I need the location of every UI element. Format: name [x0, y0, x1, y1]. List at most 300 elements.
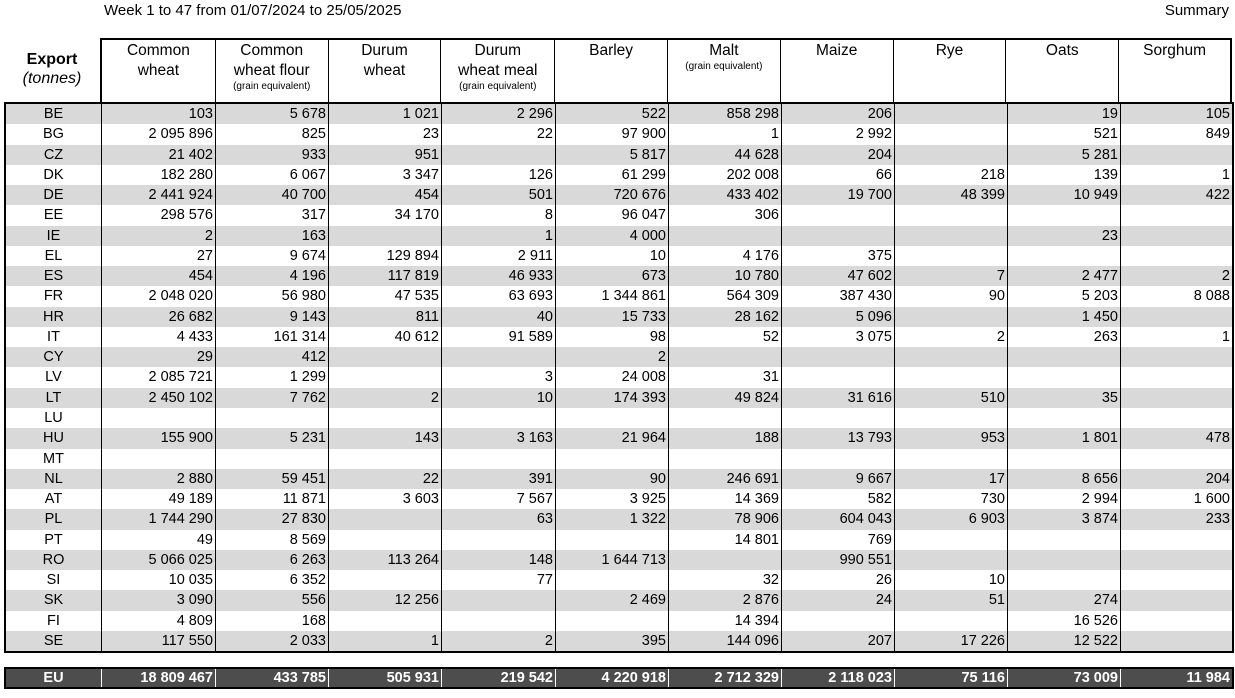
table-row: [6, 266, 1232, 286]
value-cell: [1008, 449, 1121, 469]
value-cell: [1121, 388, 1232, 408]
value-cell: 32: [669, 570, 782, 590]
value-cell: 49 189: [102, 489, 216, 509]
value-cell: 11 871: [216, 489, 329, 509]
value-cell: 412: [216, 347, 329, 367]
table-row: [6, 185, 1232, 205]
value-cell: 2 033: [216, 631, 329, 651]
country-cell: IT: [6, 327, 102, 347]
value-cell: [1121, 449, 1232, 469]
value-cell: 139: [1008, 165, 1121, 185]
column-header-line1: Barley: [589, 42, 634, 59]
value-cell: 274: [1008, 590, 1121, 610]
value-cell: 98: [556, 327, 669, 347]
export-table: [4, 102, 1234, 653]
value-cell: 40 700: [216, 185, 329, 205]
value-cell: 246 691: [669, 469, 782, 489]
value-cell: 105: [1205, 106, 1230, 122]
country-cell: AT: [6, 489, 102, 509]
value-cell: 22: [329, 469, 442, 489]
value-cell: 2: [895, 327, 1008, 347]
value-cell: 582: [782, 489, 895, 509]
value-cell: 48 399: [895, 185, 1008, 205]
value-cell: [895, 145, 1008, 165]
value-cell: 298 576: [102, 205, 216, 225]
value-cell: 113 264: [329, 550, 442, 570]
value-cell: [895, 408, 1008, 428]
country-cell: RO: [6, 550, 102, 570]
value-cell: [895, 347, 1008, 367]
column-header-line2: wheat flour: [233, 62, 310, 79]
table-row: [6, 570, 1232, 590]
value-cell: 673: [556, 266, 669, 286]
column-header: [555, 40, 668, 102]
value-cell: [442, 449, 556, 469]
value-cell: [442, 530, 556, 550]
value-cell: [1008, 408, 1121, 428]
eu-total-row: [4, 667, 1234, 689]
value-cell: 117 550: [102, 631, 216, 651]
value-cell: [102, 449, 216, 469]
table-row: [6, 286, 1232, 306]
value-cell: 9 143: [216, 307, 329, 327]
country-cell: BE: [6, 104, 102, 124]
value-cell: 16 526: [1008, 611, 1121, 631]
table-row: [6, 469, 1232, 489]
value-cell: 263: [1008, 327, 1121, 347]
value-cell: 2 876: [669, 590, 782, 610]
value-cell: 2 994: [1008, 489, 1121, 509]
total-value-cell: 11 984: [1186, 670, 1230, 686]
total-value-cell: 75 116: [895, 669, 1008, 687]
value-cell: 3 075: [782, 327, 895, 347]
value-cell: 15 733: [556, 307, 669, 327]
country-cell: MT: [6, 449, 102, 469]
value-cell: 3 090: [102, 590, 216, 610]
value-cell: [895, 550, 1008, 570]
value-cell: [556, 408, 669, 428]
value-cell: 174 393: [556, 388, 669, 408]
value-cell: 155 900: [102, 428, 216, 448]
table-row: [6, 307, 1232, 327]
value-cell: 17: [895, 469, 1008, 489]
value-cell: 49: [102, 530, 216, 550]
value-cell: [669, 226, 782, 246]
value-cell: 218: [895, 165, 1008, 185]
value-cell: 3: [442, 367, 556, 387]
value-cell: 8 569: [216, 530, 329, 550]
value-cell: [895, 246, 1008, 266]
country-cell: DE: [6, 185, 102, 205]
column-header-line1: Durum: [474, 42, 522, 59]
value-cell: 27: [102, 246, 216, 266]
value-cell: 31 616: [782, 388, 895, 408]
export-label: [4, 38, 100, 102]
value-cell: 510: [895, 388, 1008, 408]
value-cell: [1008, 246, 1121, 266]
total-label-cell: EU: [6, 669, 102, 687]
value-cell: 1 644 713: [556, 550, 669, 570]
value-cell: 2 085 721: [102, 367, 216, 387]
country-cell: SI: [6, 570, 102, 590]
value-cell: [895, 449, 1008, 469]
value-cell: 21 402: [102, 145, 216, 165]
table-row: [6, 590, 1232, 610]
value-cell: 126: [442, 165, 556, 185]
value-cell: 22: [442, 124, 556, 144]
value-cell: [1008, 570, 1121, 590]
value-cell: 14 369: [669, 489, 782, 509]
value-cell: [895, 530, 1008, 550]
value-cell: [216, 408, 329, 428]
value-cell: 2: [442, 631, 556, 651]
value-cell: [442, 611, 556, 631]
column-header: [216, 40, 329, 102]
column-header-line1: Durum: [361, 42, 408, 59]
table-row: [6, 124, 1232, 144]
value-cell: [329, 509, 442, 529]
country-cell: LT: [6, 388, 102, 408]
value-cell: [1121, 530, 1232, 550]
value-cell: [782, 611, 895, 631]
value-cell: 26 682: [102, 307, 216, 327]
value-cell: [782, 367, 895, 387]
value-cell: [1121, 550, 1232, 570]
value-cell: [895, 104, 1008, 124]
value-cell: [556, 570, 669, 590]
value-cell: 1: [1221, 166, 1230, 183]
value-cell: [329, 449, 442, 469]
table-row: [6, 327, 1232, 347]
value-cell: 2: [1221, 268, 1230, 285]
value-cell: [1121, 611, 1232, 631]
value-cell: 148: [442, 550, 556, 570]
value-cell: 501: [442, 185, 556, 205]
table-row: [6, 246, 1232, 266]
total-value-cell: 219 542: [442, 669, 556, 687]
value-cell: 2 296: [442, 104, 556, 124]
value-cell: [1008, 367, 1121, 387]
value-cell: 849: [1205, 126, 1230, 143]
value-cell: 44 628: [669, 145, 782, 165]
value-cell: 35: [1008, 388, 1121, 408]
value-cell: 2 477: [1008, 266, 1121, 286]
value-cell: 2: [329, 388, 442, 408]
value-cell: 90: [556, 469, 669, 489]
value-cell: 556: [216, 590, 329, 610]
value-cell: [1121, 590, 1232, 610]
value-cell: [895, 226, 1008, 246]
value-cell: 454: [329, 185, 442, 205]
value-cell: 204: [782, 145, 895, 165]
value-cell: [556, 530, 669, 550]
country-cell: CY: [6, 347, 102, 367]
value-cell: 1: [1221, 328, 1230, 345]
value-cell: [1121, 205, 1232, 225]
value-cell: 3 925: [556, 489, 669, 509]
value-cell: [1121, 408, 1232, 428]
value-cell: 1: [669, 124, 782, 144]
column-headers: [100, 38, 1232, 102]
value-cell: 14 394: [669, 611, 782, 631]
total-value-cell: 18 809 467: [102, 669, 216, 687]
value-cell: 5 096: [782, 307, 895, 327]
value-cell: 564 309: [669, 286, 782, 306]
value-cell: 604 043: [782, 509, 895, 529]
table-row: [6, 145, 1232, 165]
value-cell: 858 298: [669, 104, 782, 124]
value-cell: [1121, 145, 1232, 165]
value-cell: 395: [556, 631, 669, 651]
value-cell: 63: [442, 509, 556, 529]
value-cell: 78 906: [669, 509, 782, 529]
value-cell: 7 762: [216, 388, 329, 408]
total-value-cell: 4 220 918: [556, 669, 669, 687]
value-cell: 144 096: [669, 631, 782, 651]
value-cell: [1121, 246, 1232, 266]
country-cell: HR: [6, 307, 102, 327]
value-cell: 168: [216, 611, 329, 631]
table-row: [6, 388, 1232, 408]
country-cell: FR: [6, 286, 102, 306]
value-cell: 306: [669, 205, 782, 225]
value-cell: [782, 408, 895, 428]
column-header-sub: (grain equivalent): [685, 61, 763, 72]
table-row: [6, 205, 1232, 225]
summary-label: Summary: [1164, 2, 1229, 19]
value-cell: 522: [556, 104, 669, 124]
value-cell: 49 824: [669, 388, 782, 408]
column-header-line1: Oats: [1045, 42, 1079, 59]
value-cell: 52: [669, 327, 782, 347]
value-cell: 7 567: [442, 489, 556, 509]
column-header-line2: wheat: [137, 62, 180, 79]
value-cell: [329, 226, 442, 246]
value-cell: [1121, 347, 1232, 367]
column-header-line1: Maize: [816, 42, 858, 59]
country-cell: IE: [6, 226, 102, 246]
value-cell: [1121, 226, 1232, 246]
value-cell: 31: [669, 367, 782, 387]
export-title: Export: [26, 51, 78, 68]
value-cell: [329, 611, 442, 631]
value-cell: 19 700: [782, 185, 895, 205]
value-cell: 8 656: [1008, 469, 1121, 489]
value-cell: 521: [1008, 124, 1121, 144]
table-row: [6, 408, 1232, 428]
value-cell: [895, 307, 1008, 327]
value-cell: [216, 449, 329, 469]
value-cell: [1121, 307, 1232, 327]
column-header: [781, 40, 894, 102]
value-cell: 143: [329, 428, 442, 448]
value-cell: [1008, 205, 1121, 225]
column-header: [441, 40, 555, 102]
value-cell: 1 744 290: [102, 509, 216, 529]
country-cell: LV: [6, 367, 102, 387]
country-cell: PT: [6, 530, 102, 550]
value-cell: 2 469: [556, 590, 669, 610]
table-row: [6, 530, 1232, 550]
value-cell: 1 299: [216, 367, 329, 387]
value-cell: 1 322: [556, 509, 669, 529]
value-cell: [1121, 367, 1232, 387]
value-cell: 4 176: [669, 246, 782, 266]
column-header: [894, 40, 1007, 102]
value-cell: 933: [216, 145, 329, 165]
value-cell: 2: [102, 226, 216, 246]
country-cell: SE: [6, 631, 102, 651]
column-header-line2: wheat: [363, 62, 406, 79]
column-header: [329, 40, 442, 102]
value-cell: 40: [442, 307, 556, 327]
value-cell: [442, 408, 556, 428]
country-cell: CZ: [6, 145, 102, 165]
value-cell: [329, 347, 442, 367]
value-cell: 10: [442, 388, 556, 408]
value-cell: [895, 205, 1008, 225]
value-cell: 19: [1008, 104, 1121, 124]
country-cell: EL: [6, 246, 102, 266]
value-cell: 2 880: [102, 469, 216, 489]
value-cell: 2 095 896: [102, 124, 216, 144]
country-cell: NL: [6, 469, 102, 489]
value-cell: 23: [329, 124, 442, 144]
value-cell: 4 196: [216, 266, 329, 286]
value-cell: 1: [329, 631, 442, 651]
value-cell: 2 441 924: [102, 185, 216, 205]
column-header-line1: Sorghum: [1143, 42, 1207, 59]
table-row: [6, 509, 1232, 529]
value-cell: 3 874: [1008, 509, 1121, 529]
value-cell: 433 402: [669, 185, 782, 205]
value-cell: 97 900: [556, 124, 669, 144]
value-cell: 1 021: [329, 104, 442, 124]
value-cell: 6 903: [895, 509, 1008, 529]
value-cell: 1 600: [1193, 491, 1230, 508]
value-cell: 77: [442, 570, 556, 590]
value-cell: 3 163: [442, 428, 556, 448]
value-cell: [1121, 570, 1232, 590]
value-cell: 188: [669, 428, 782, 448]
value-cell: 6 263: [216, 550, 329, 570]
value-cell: 34 170: [329, 205, 442, 225]
value-cell: 13 793: [782, 428, 895, 448]
value-cell: 182 280: [102, 165, 216, 185]
value-cell: 4 433: [102, 327, 216, 347]
value-cell: 14 801: [669, 530, 782, 550]
value-cell: [895, 611, 1008, 631]
column-header-sub: (grain equivalent): [233, 81, 311, 92]
country-cell: LU: [6, 408, 102, 428]
column-header: [668, 40, 781, 102]
value-cell: 2 450 102: [102, 388, 216, 408]
value-cell: 720 676: [556, 185, 669, 205]
value-cell: 9 674: [216, 246, 329, 266]
total-value-cell: 2 118 023: [782, 669, 895, 687]
value-cell: [669, 449, 782, 469]
value-cell: [102, 408, 216, 428]
column-header-line2: wheat meal: [458, 62, 538, 79]
value-cell: 40 612: [329, 327, 442, 347]
country-cell: PL: [6, 509, 102, 529]
value-cell: 375: [782, 246, 895, 266]
value-cell: 1: [442, 226, 556, 246]
value-cell: 317: [216, 205, 329, 225]
value-cell: 1 344 861: [556, 286, 669, 306]
value-cell: 21 964: [556, 428, 669, 448]
value-cell: 202 008: [669, 165, 782, 185]
table-row: [6, 449, 1232, 469]
country-cell: BG: [6, 124, 102, 144]
value-cell: 8 088: [1193, 288, 1230, 305]
value-cell: 91 589: [442, 327, 556, 347]
table-row: [6, 428, 1232, 448]
value-cell: 233: [1205, 511, 1230, 528]
value-cell: 27 830: [216, 509, 329, 529]
value-cell: 6 352: [216, 570, 329, 590]
value-cell: 5 231: [216, 428, 329, 448]
value-cell: 28 162: [669, 307, 782, 327]
value-cell: [1008, 530, 1121, 550]
value-cell: [895, 124, 1008, 144]
value-cell: 46 933: [442, 266, 556, 286]
total-value-cell: 2 712 329: [669, 669, 782, 687]
value-cell: 29: [102, 347, 216, 367]
value-cell: 3 347: [329, 165, 442, 185]
value-cell: 206: [782, 104, 895, 124]
table-row: [6, 165, 1232, 185]
value-cell: 12 256: [329, 590, 442, 610]
table-row: [6, 226, 1232, 246]
column-header: [102, 40, 216, 102]
value-cell: 478: [1205, 430, 1230, 447]
value-cell: 454: [102, 266, 216, 286]
value-cell: 207: [782, 631, 895, 651]
value-cell: [895, 367, 1008, 387]
value-cell: 63 693: [442, 286, 556, 306]
value-cell: 59 451: [216, 469, 329, 489]
value-cell: 5 066 025: [102, 550, 216, 570]
value-cell: [1121, 631, 1232, 651]
table-row: [6, 631, 1232, 651]
column-header: [1006, 40, 1119, 102]
column-header-line1: Common: [126, 42, 190, 59]
value-cell: 10 949: [1008, 185, 1121, 205]
value-cell: 5 678: [216, 104, 329, 124]
country-cell: HU: [6, 428, 102, 448]
value-cell: 2 048 020: [102, 286, 216, 306]
value-cell: [782, 449, 895, 469]
value-cell: 56 980: [216, 286, 329, 306]
value-cell: 990 551: [782, 550, 895, 570]
value-cell: [782, 205, 895, 225]
value-cell: [669, 550, 782, 570]
value-cell: 90: [895, 286, 1008, 306]
value-cell: [1008, 550, 1121, 570]
value-cell: 163: [216, 226, 329, 246]
value-cell: [329, 408, 442, 428]
value-cell: 2: [556, 347, 669, 367]
table-row: [6, 104, 1232, 124]
total-value-cell: 73 009: [1008, 669, 1121, 687]
value-cell: 10 035: [102, 570, 216, 590]
value-cell: 2 992: [782, 124, 895, 144]
value-cell: [442, 347, 556, 367]
value-cell: [442, 145, 556, 165]
value-cell: 6 067: [216, 165, 329, 185]
value-cell: 129 894: [329, 246, 442, 266]
